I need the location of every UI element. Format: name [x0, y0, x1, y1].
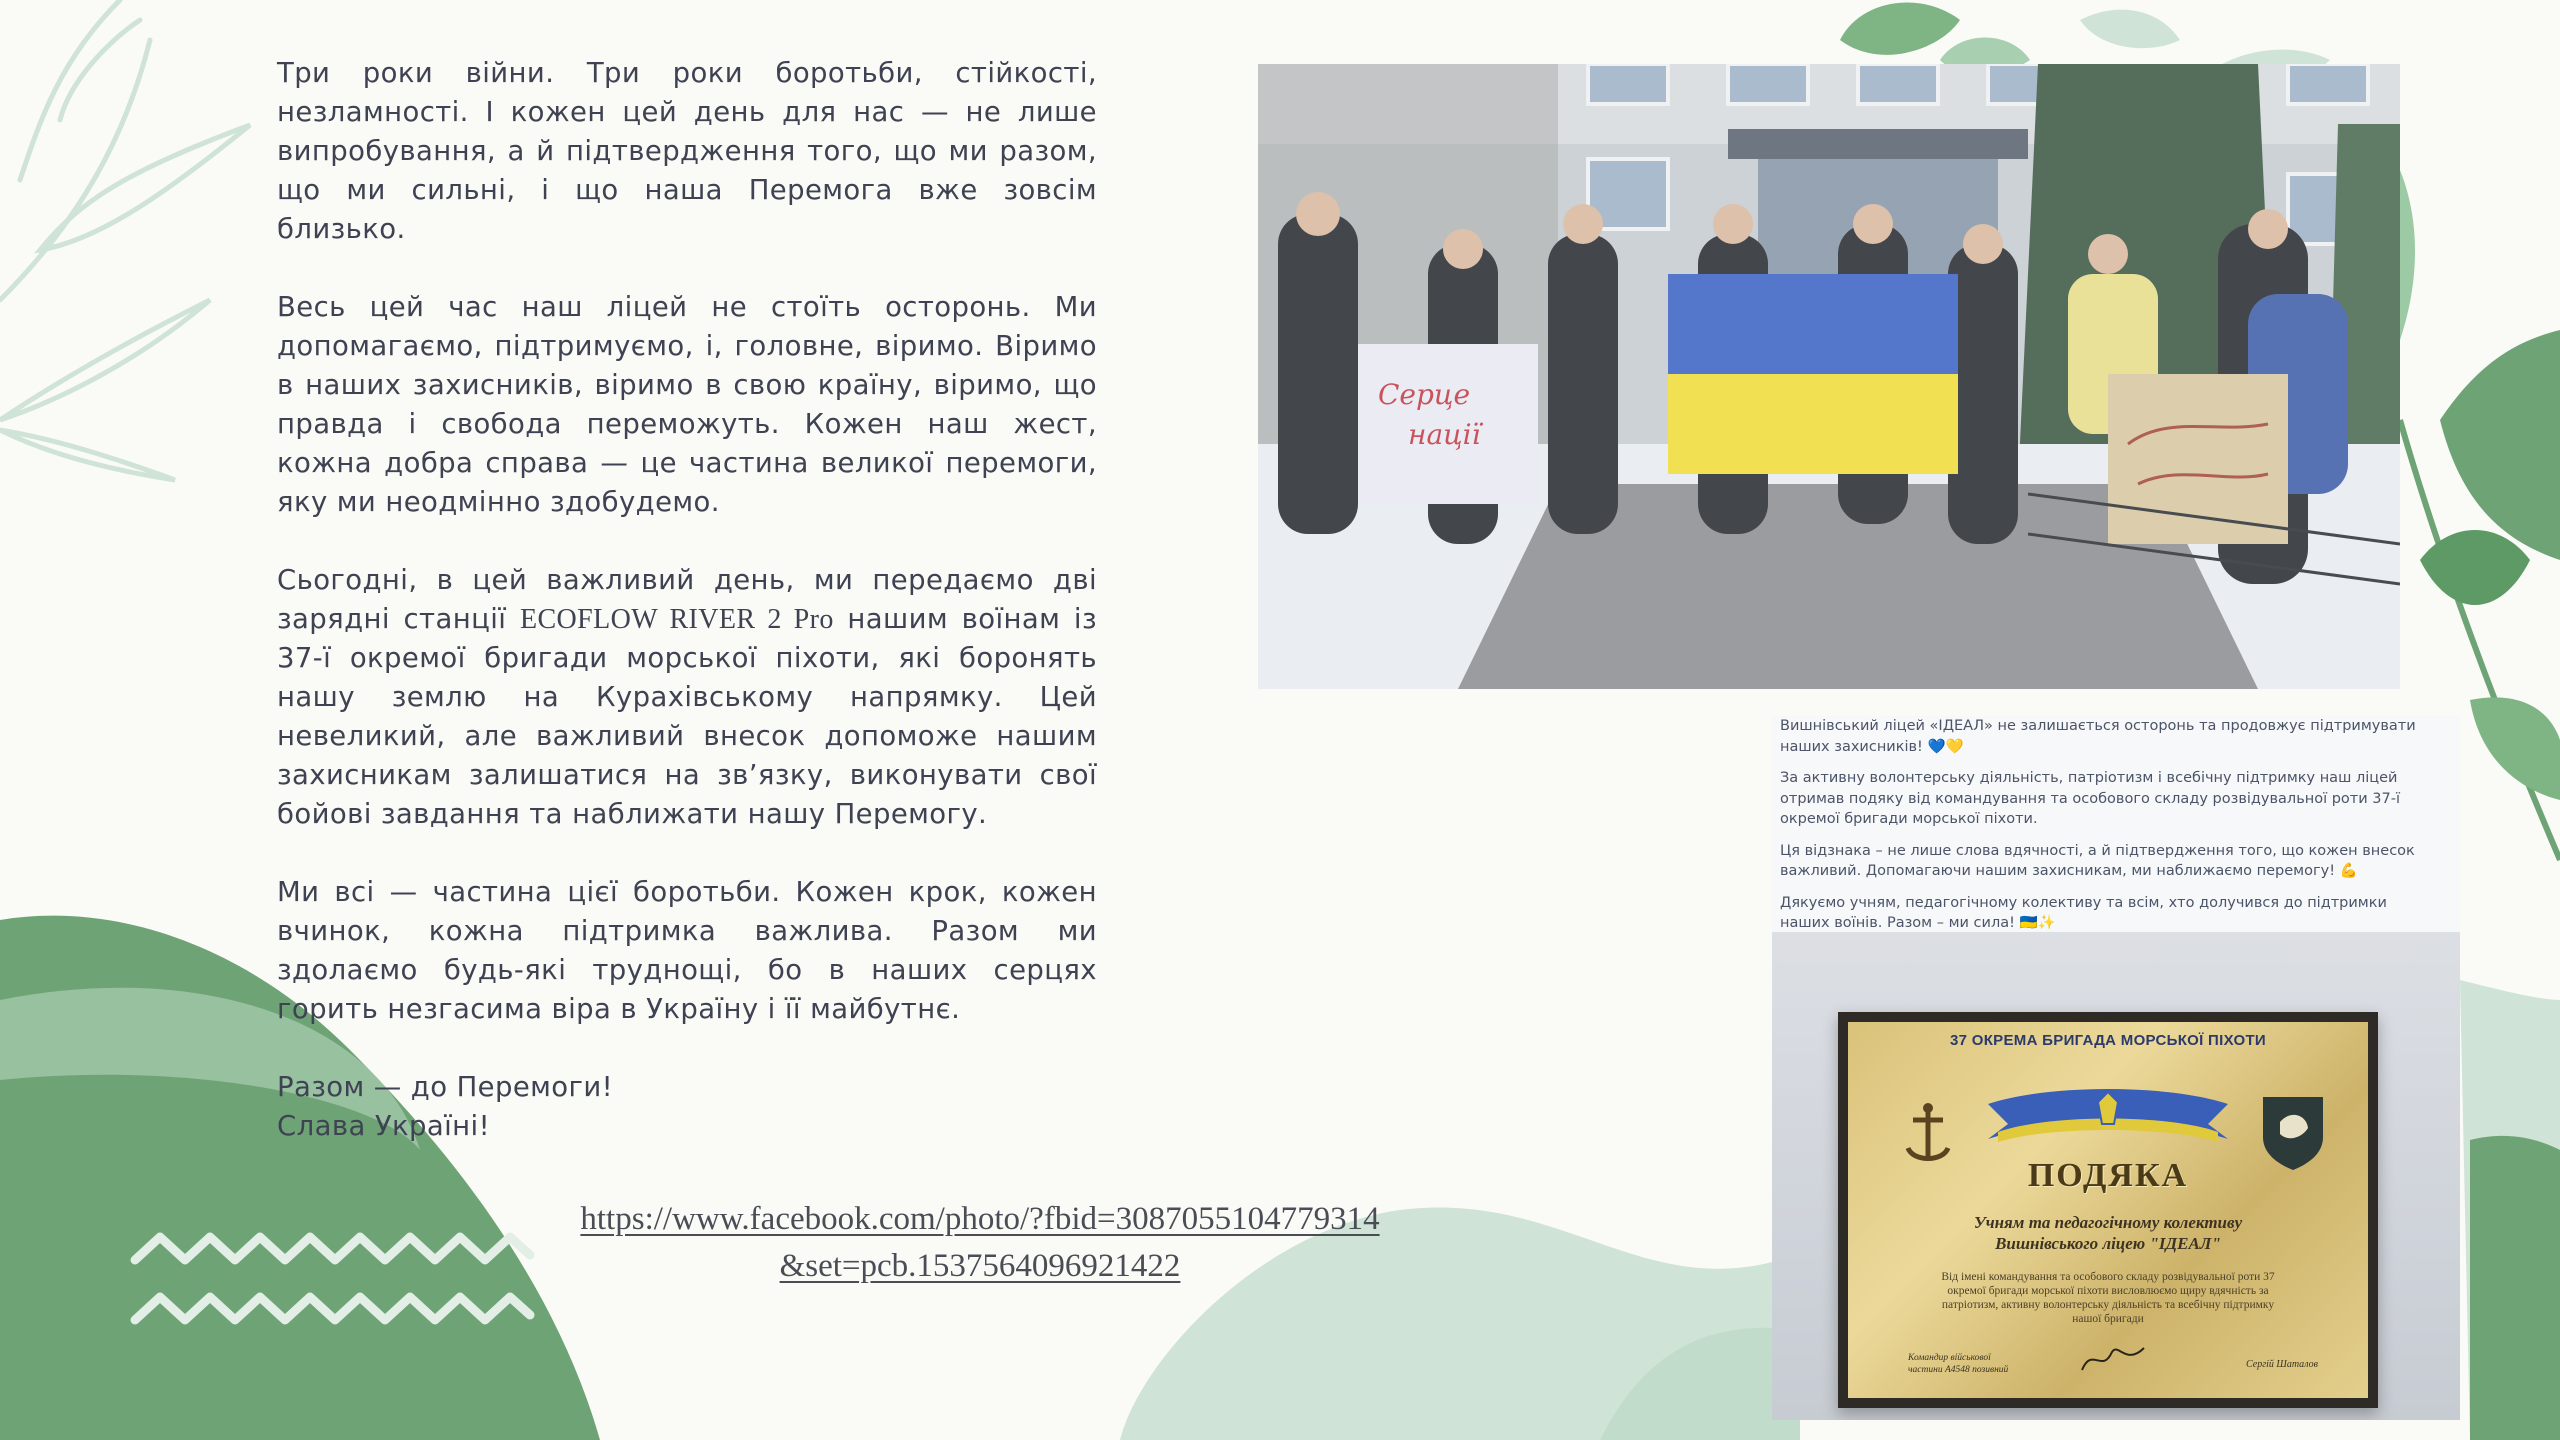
- post-screenshot: [1772, 716, 2460, 1420]
- post-paragraph-3: Ця відзнака – не лише слова вдячності, а й підтвердження того, що кожен внесок важливий. Допомагаючи нашим захисникам, ми наближаємо перемогу! 💪: [1780, 842, 2415, 879]
- paragraph-donation: [277, 561, 1097, 834]
- article-text: [277, 54, 1097, 1146]
- students-photo: [1258, 64, 2400, 689]
- post-paragraph-2: За активну волонтерську діяльність, патріотизм і всебічну підтримку наш ліцей отримав подяку від командування та особового складу розвідувальної роти 37-ї окремої бригади морської піхоти.: [1780, 770, 2400, 827]
- plaque-header: 37 ОКРЕМА БРИГАДА МОРСЬКОЇ ПІХОТИ: [1950, 1032, 2266, 1049]
- product-name: ECOFLOW RIVER 2 Pro: [519, 604, 834, 635]
- banner-left-text-2: нації: [1408, 418, 1481, 451]
- plaque-subtitle-line-2: Вишнівського ліцею "ІДЕАЛ": [1995, 1234, 2221, 1253]
- closing-line-2: Слава Україні!: [277, 1110, 490, 1142]
- signature-scribble-icon: [2078, 1340, 2148, 1376]
- plaque-title: ПОДЯКА: [2027, 1157, 2189, 1194]
- plaque-signature-left-line-2: частини А4548 позивний: [1908, 1365, 2009, 1375]
- closing-lines: [277, 1068, 1097, 1146]
- plaque-subtitle-line-1: Учням та педагогічному колективу: [1973, 1213, 2243, 1232]
- plaque-signature-left-line-1: Командир військової: [1908, 1353, 1991, 1363]
- post-text: [1772, 716, 2460, 932]
- plaque-frame: [1838, 1012, 2378, 1408]
- plaque-subtitle: [1848, 1212, 2368, 1254]
- paragraph-support: Весь цей час наш ліцей не стоїть осторонь. Ми допомагаємо, підтримуємо, і, головне, віримо. Віримо в наших захисників, віримо в свою країну, віримо, що правда і свобода переможуть. Кожен наш жест, кожна добра справа — це частина великої перемоги, яку ми неодмінно здобудемо.: [277, 291, 1097, 518]
- post-paragraph-1: Вишнівський ліцей «ІДЕАЛ» не залишається осторонь та продовжує підтримувати наших захисників! 💙💛: [1780, 718, 2416, 755]
- paragraph-unity: Ми всі — частина цієї боротьби. Кожен крок, кожен вчинок, кожна підтримка важлива. Разом ми здолаємо будь-які труднощі, бо в наших серцях горить незгасима віра в Україну і її майбутнє.: [277, 876, 1097, 1025]
- plaque-signature-left: [1908, 1352, 2008, 1376]
- paragraph-intro: Три роки війни. Три роки боротьби, стійкості, незламності. І кожен цей день для нас — не лише випробування, а й підтвердження того, що ми разом, що ми сильні, і що наша Перемога вже зовсім близько.: [277, 57, 1097, 245]
- post-paragraph-4: Дякуємо учням, педагогічному колективу та всім, хто долучився до підтримки наших воїнів. Разом – ми сила! 🇺🇦✨: [1780, 894, 2387, 931]
- plaque-body: Від імені командування та особового складу розвідувальної роти 37 окремої бригади морської піхоти висловлюємо щиру вдячність за патріотизм, активну волонтерську діяльність та всебічну підтримку нашої бригади: [1941, 1271, 2275, 1325]
- leaf-branch-top-left-icon: [0, 0, 250, 480]
- plaque-photo: [1772, 932, 2460, 1420]
- plaque: [1848, 1022, 2368, 1398]
- closing-line-1: Разом — до Перемоги!: [277, 1071, 614, 1103]
- donation-text-after: нашим воїнам із 37-ї окремої бригади морської піхоти, які боронять нашу землю на Курахівському напрямку. Цей невеликий, але важливий внесок допоможе нашим захисникам залишатися на зв’язку, виконувати свої бойові завдання та наближати нашу Перемогу.: [277, 603, 1097, 830]
- donation-text-before: Сьогодні, в цей важливий день, ми передаємо дві зарядні станції: [277, 564, 1097, 635]
- banner-left-text-1: Серце: [1378, 378, 1471, 411]
- facebook-link[interactable]: https://www.facebook.com/photo/?fbid=3087055104779314&set=pcb.1537564096921422: [580, 1201, 1380, 1284]
- plaque-signature-right: Сергій Шаталов: [2246, 1359, 2318, 1370]
- ribbon-emblem-icon: [1988, 1084, 2228, 1154]
